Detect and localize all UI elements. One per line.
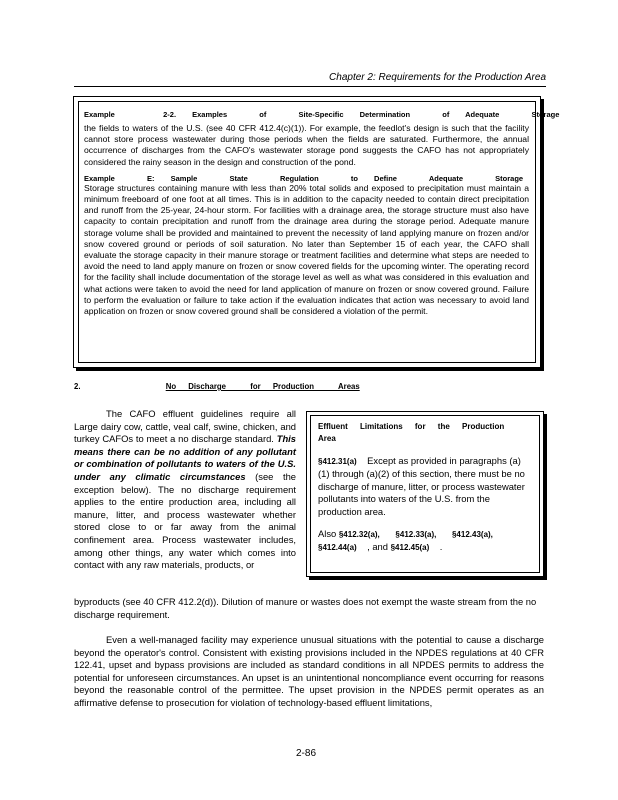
effluent-box [306, 411, 544, 577]
example-caption-1: Example 2-2. Examples of Site-Specific Determination of Adequate Storage [84, 110, 560, 119]
section-heading [74, 382, 360, 391]
example-caption-2: Example E: Sample State Regulation to Define Adequate Storage [84, 173, 524, 183]
and-label: , and [367, 541, 388, 553]
effluent-box-text-body: Except as provided in paragraphs (a)(1) through (a)(2) of this section, there must be no discharge of manure, litter, or process wastewater pollutants into waters of the U.S. from the production area. [318, 455, 525, 517]
body-continuation: byproducts (see 40 CFR 412.2(d)). Dilution of manure or wastes does not exempt the waste stream from the no discharge requirement. [74, 596, 537, 620]
body-paragraph-2: Even a well-managed facility may experience unusual situations with the potential to cause a discharge beyond the operator's control. Consistent with existing provisions included in the NPDES regulations at 40 CFR 122.41, upset and bypass provisions are included as standard conditions in all NPDES permits to address the potential for unforeseen circumstances. An upset is an unintentional noncompliance event occurring for reasons beyond the reasonable control of the permittee. The upset provision in the NPDES permit operates as an affirmative defense to prosecution for violation of technology-based effluent limitations, [74, 634, 544, 708]
example-box-inner [78, 101, 560, 363]
citation-412-32: §412.32(a), [338, 530, 380, 540]
example-box [73, 96, 560, 368]
citation-412-31: §412.31(a) [318, 457, 357, 466]
page-number: 2-86 [296, 748, 317, 759]
body-paragraph-2-wrap [74, 634, 544, 710]
header-rule [74, 86, 546, 87]
also-label: Also [318, 528, 337, 540]
body-rest: (see the exception below). The no discharge requirement applies to the entire production area, including all manure, litter, and process wastewater whether stored close to or far away from the animal confinement area. Process wastewater includes, among other things, any water which comes into contact with any raw materials, products, or [74, 470, 296, 571]
effluent-box-inner [310, 415, 540, 573]
example-paragraph-1: the fields to waters of the U.S. (see 40 CFR 412.4(c)(1)). For example, the feedlot's design is such that the facility cannot store process wastewater during those periods when the fields are saturated. Furthermore, the annual occurrence of discharges from the CAFO's wastewater storage pond suggests the CAFO has not appropriately considered the rainy season in the design and construction of the pond. [84, 123, 529, 167]
citation-412-33: §412.33(a), [395, 530, 437, 540]
citation-412-45: §412.45(a) [390, 543, 430, 553]
effluent-box-text [318, 455, 532, 518]
effluent-box-also [318, 528, 532, 555]
citation-412-44: §412.44(a) [318, 543, 357, 553]
citation-412-43: §412.43(a), [451, 530, 493, 540]
body-paragraph-1 [74, 408, 296, 572]
body-left-column [74, 408, 296, 572]
section-title: No Discharge for Production Areas [165, 382, 360, 391]
period-label: . [439, 541, 443, 553]
effluent-box-title: Effluent Limitations for the Production Area [318, 422, 505, 443]
example-paragraph-2: Storage structures containing manure with less than 20% total solids and exposed to precipitation must maintain a minimum freeboard of one foot at all times. This is in addition to the capacity needed to contain direct precipitation and runoff from the 25-year, 24-hour storm. For facilities with a drainage area, the storage structure must also have capacity to contain precipitation and runoff from the drainage area during the storage period. Adequate manure storage volume shall be provided and maintained to prevent the necessity of land applying manure on frozen and/or snow covered ground or periods of soil saturation. No later than September 15 of each year, the CAFO shall evaluate the storage capacity in their manure storage or treatment facilities and determine what steps are needed to avoid the need to land apply manure on frozen or snow covered fields for the upcoming winter. The operating record for the facility shall include documentation of the storage level as well as what was considered in this evaluation and what actions were taken to avoid the need for land application of manure on frozen or snow covered ground. Failure to perform the evaluation or failure to take action if the evaluation indicates that action was necessary to avoid land application on frozen or snow covered ground shall be considered a violation of the permit. [84, 182, 529, 317]
section-number: 2. [74, 382, 81, 391]
chapter-header: Chapter 2: Requirements for the Production Area [329, 72, 546, 83]
body-emphasis: This means there can be no addition of any pollutant or combination of pollutants to waters of the U.S. under any climatic circumstances [74, 433, 296, 482]
body-intro: The CAFO effluent guidelines require all Large dairy cow, cattle, veal calf, swine, chicken, and turkey CAFOs to meet a no discharge standard. [74, 408, 296, 445]
